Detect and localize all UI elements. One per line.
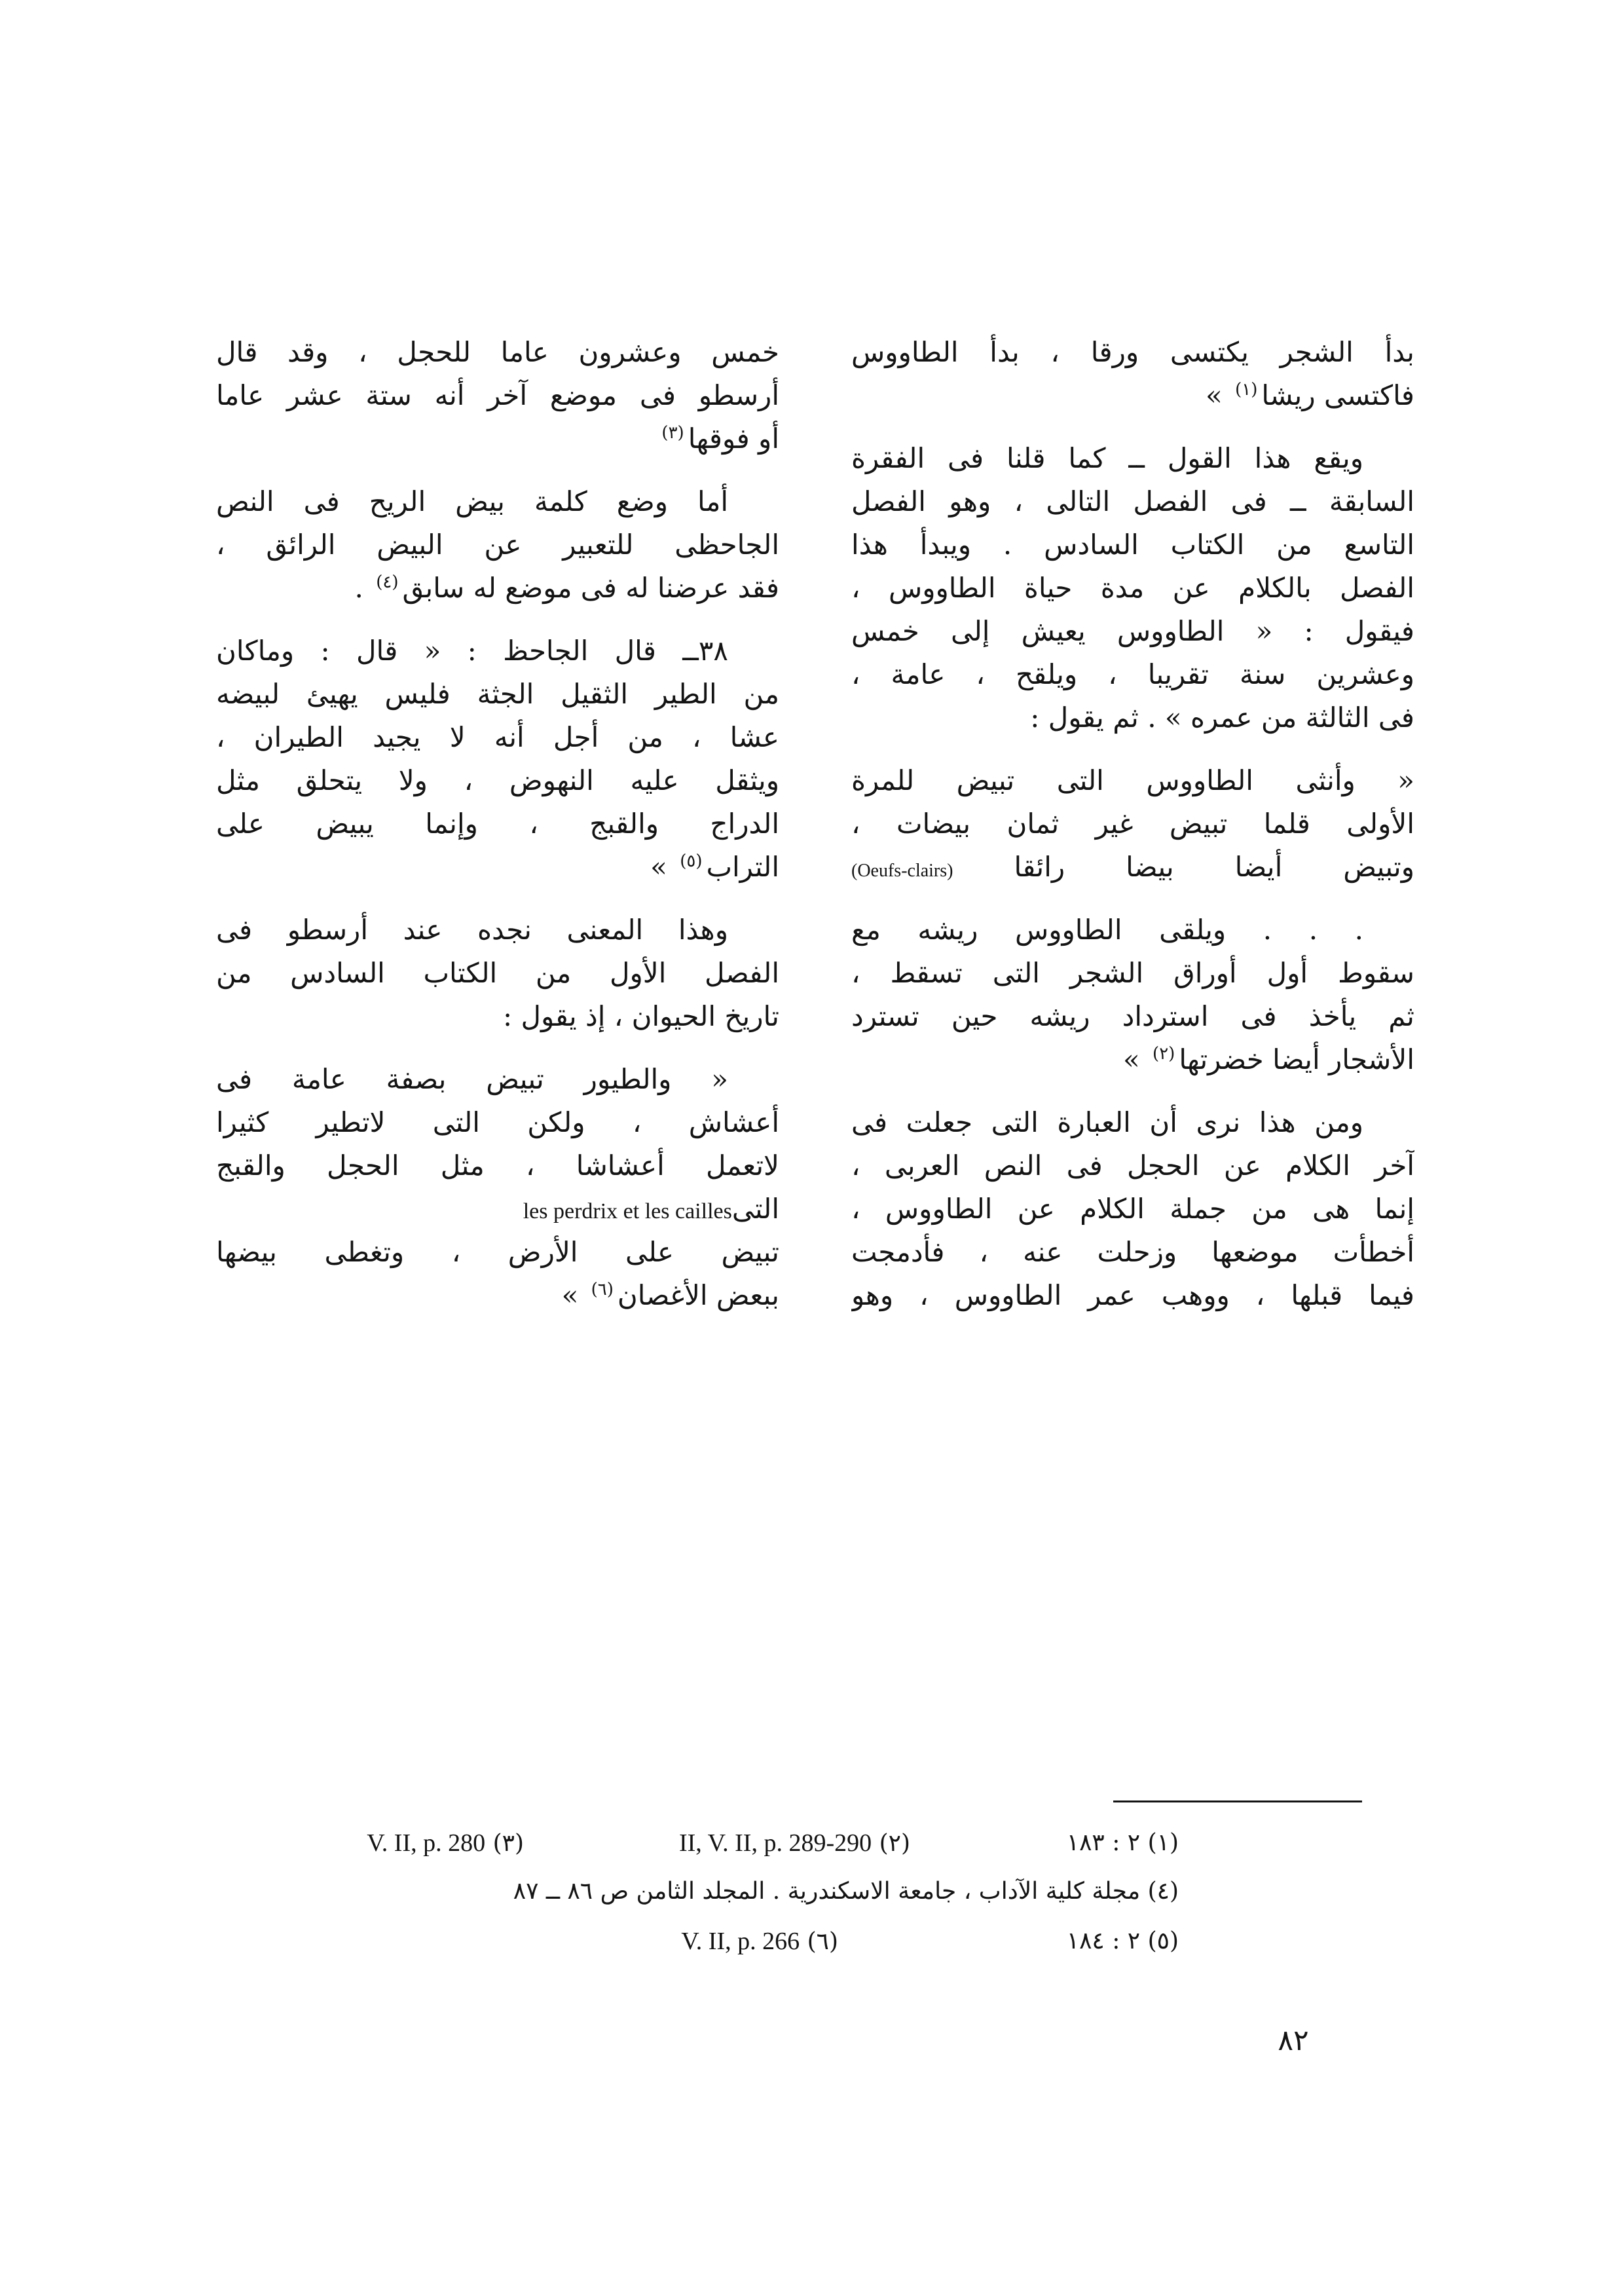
text-line: وعشرين سنة تقريبا ، ويلقح ، عامة ، — [851, 658, 1414, 690]
text-line: ومن هذا نرى أن العبارة التى جعلت فى — [851, 1106, 1363, 1138]
text-line: ويقع هذا القول ــ كما قلنا فى الفقرة — [851, 442, 1363, 474]
text-line: إنما هى من جملة الكلام عن الطاووس ، — [851, 1193, 1414, 1225]
paragraph — [851, 327, 1414, 414]
text-line: . . . ويلقى الطاووس ريشه مع — [851, 914, 1363, 946]
text-line: تاريخ الحيوان ، إذ يقول : — [502, 1000, 779, 1032]
text-line: من الطير الثقيل الجثة فليس يهيئ لبيضه — [216, 678, 779, 710]
text-line: فيما قبلها ، ووهب عمر الطاووس ، وهو — [851, 1279, 1414, 1311]
text-line: السابقة ــ فى الفصل التالى ، وهو الفصل — [851, 485, 1414, 517]
footnote-row — [170, 1823, 1349, 1863]
footnote-1: (١) ٢ : ١٨٣ — [1066, 1829, 1179, 1856]
text-line: أو فوقها(٣) — [661, 422, 779, 455]
footnote-4: (٤) مجلة كلية الآداب ، جامعة الاسكندرية . المجلد الثامن ص ٨٦ ــ ٨٧ — [513, 1878, 1179, 1905]
text-line: فقد عرضنا له فى موضع له سابق(٤) . — [354, 572, 779, 604]
text-line: فيقول : « الطاووس يعيش إلى خمس — [851, 615, 1414, 647]
closing-quote: » — [1122, 1043, 1140, 1075]
text-line: الفصل بالكلام عن مدة حياة الطاووس ، — [851, 572, 1414, 604]
text-line: سقوط أول أوراق الشجر التى تسقط ، — [851, 957, 1414, 989]
paragraph — [216, 327, 779, 457]
text-line: الأولى قلما تبيض غير ثمان بيضات ، — [851, 808, 1414, 840]
left-column — [216, 327, 779, 1334]
text-line: خمس وعشرون عاما للحجل ، وقد قال — [216, 336, 779, 368]
text-line: الدراج والقبج ، وإنما يبيض على — [216, 808, 779, 840]
text-line: « وأنثى الطاووس التى تبيض للمرة — [851, 764, 1414, 796]
text-line: أما وضع كلمة بيض الريح فى النص — [216, 485, 728, 517]
footnote-row — [170, 1872, 1349, 1911]
paragraph — [851, 905, 1414, 1078]
paragraph — [851, 434, 1414, 736]
closing-quote: » — [561, 1279, 579, 1311]
text-line: بدأ الشجر يكتسى ورقا ، بدأ الطاووس — [851, 336, 1414, 368]
text-line: تبيض على الأرض ، وتغطى بيضها — [216, 1236, 779, 1268]
latin-term: les perdrix et les cailles — [523, 1199, 732, 1223]
footnote-separator — [1113, 1801, 1362, 1802]
text-line: وهذا المعنى نجده عند أرسطو فى — [216, 914, 728, 946]
footnote-3: (٣) V. II, p. 280 — [367, 1829, 524, 1857]
paragraph — [216, 1054, 779, 1314]
paragraph — [216, 477, 779, 606]
text-line: الأشجار أيضا خضرتها(٢) » — [1122, 1043, 1414, 1075]
text-line: التراب(٥) » — [650, 851, 779, 883]
latin-term: (Oeufs-clairs) — [851, 861, 953, 881]
paragraph — [851, 1098, 1414, 1314]
text-line: آخر الكلام عن الحجل فى النص العربى ، — [851, 1149, 1414, 1182]
paragraph — [216, 905, 779, 1035]
text-line: لاتعمل أعشاشا ، مثل الحجل والقبج — [216, 1149, 779, 1182]
footnote-5: (٥) ٢ : ١٨٤ — [1066, 1928, 1179, 1954]
text-line: فى الثالثة من عمره » . ثم يقول : — [1030, 701, 1414, 734]
footnote-2: (٢) II, V. II, p. 289-290 — [678, 1829, 910, 1857]
text-line: أرسطو فى موضع آخر أنه ستة عشر عاما — [216, 379, 779, 411]
text-line: أخطأت موضعها وزحلت عنه ، فأدمجت — [851, 1236, 1414, 1268]
text-line: ببعض الأغصان(٦) » — [561, 1279, 779, 1311]
text-line: التىles perdrix et les cailles — [523, 1193, 779, 1225]
text-line: « والطيور تبيض بصفة عامة فى — [216, 1063, 728, 1095]
text-line: أعشاش ، ولكن التى لاتطير كثيرا — [216, 1106, 779, 1138]
full-stop: . — [354, 572, 363, 604]
text-line: الفصل الأول من الكتاب السادس من — [216, 957, 779, 989]
text-line: الجاحظى للتعبير عن البيض الرائق ، — [216, 529, 779, 561]
closing-quote: » — [650, 851, 667, 883]
text-line: فاكتسى ريشا(١) » — [1206, 379, 1414, 411]
text-line: التاسع من الكتاب السادس . ويبدأ هذا — [851, 529, 1414, 561]
text-line: ويثقل عليه النهوض ، ولا يتحلق مثل — [216, 764, 779, 796]
right-column — [851, 327, 1414, 1334]
page-number: ٨٢ — [1278, 2024, 1309, 2057]
closing-quote: » — [1206, 379, 1223, 411]
footnote-6: (٦) V. II, p. 266 — [681, 1928, 838, 1955]
text-line: ثم يأخذ فى استرداد ريشه حين تسترد — [851, 1000, 1414, 1032]
paragraph — [216, 626, 779, 886]
footnote-row — [170, 1922, 1349, 1961]
paragraph — [851, 756, 1414, 886]
text-line: ٣٨ــ قال الجاحظ : « قال : وماكان — [216, 635, 728, 667]
text-line: عشا ، من أجل أنه لا يجيد الطيران ، — [216, 721, 779, 753]
text-line: وتبيض أيضا بيضا رائقا (Oeufs-clairs) — [851, 851, 1414, 883]
